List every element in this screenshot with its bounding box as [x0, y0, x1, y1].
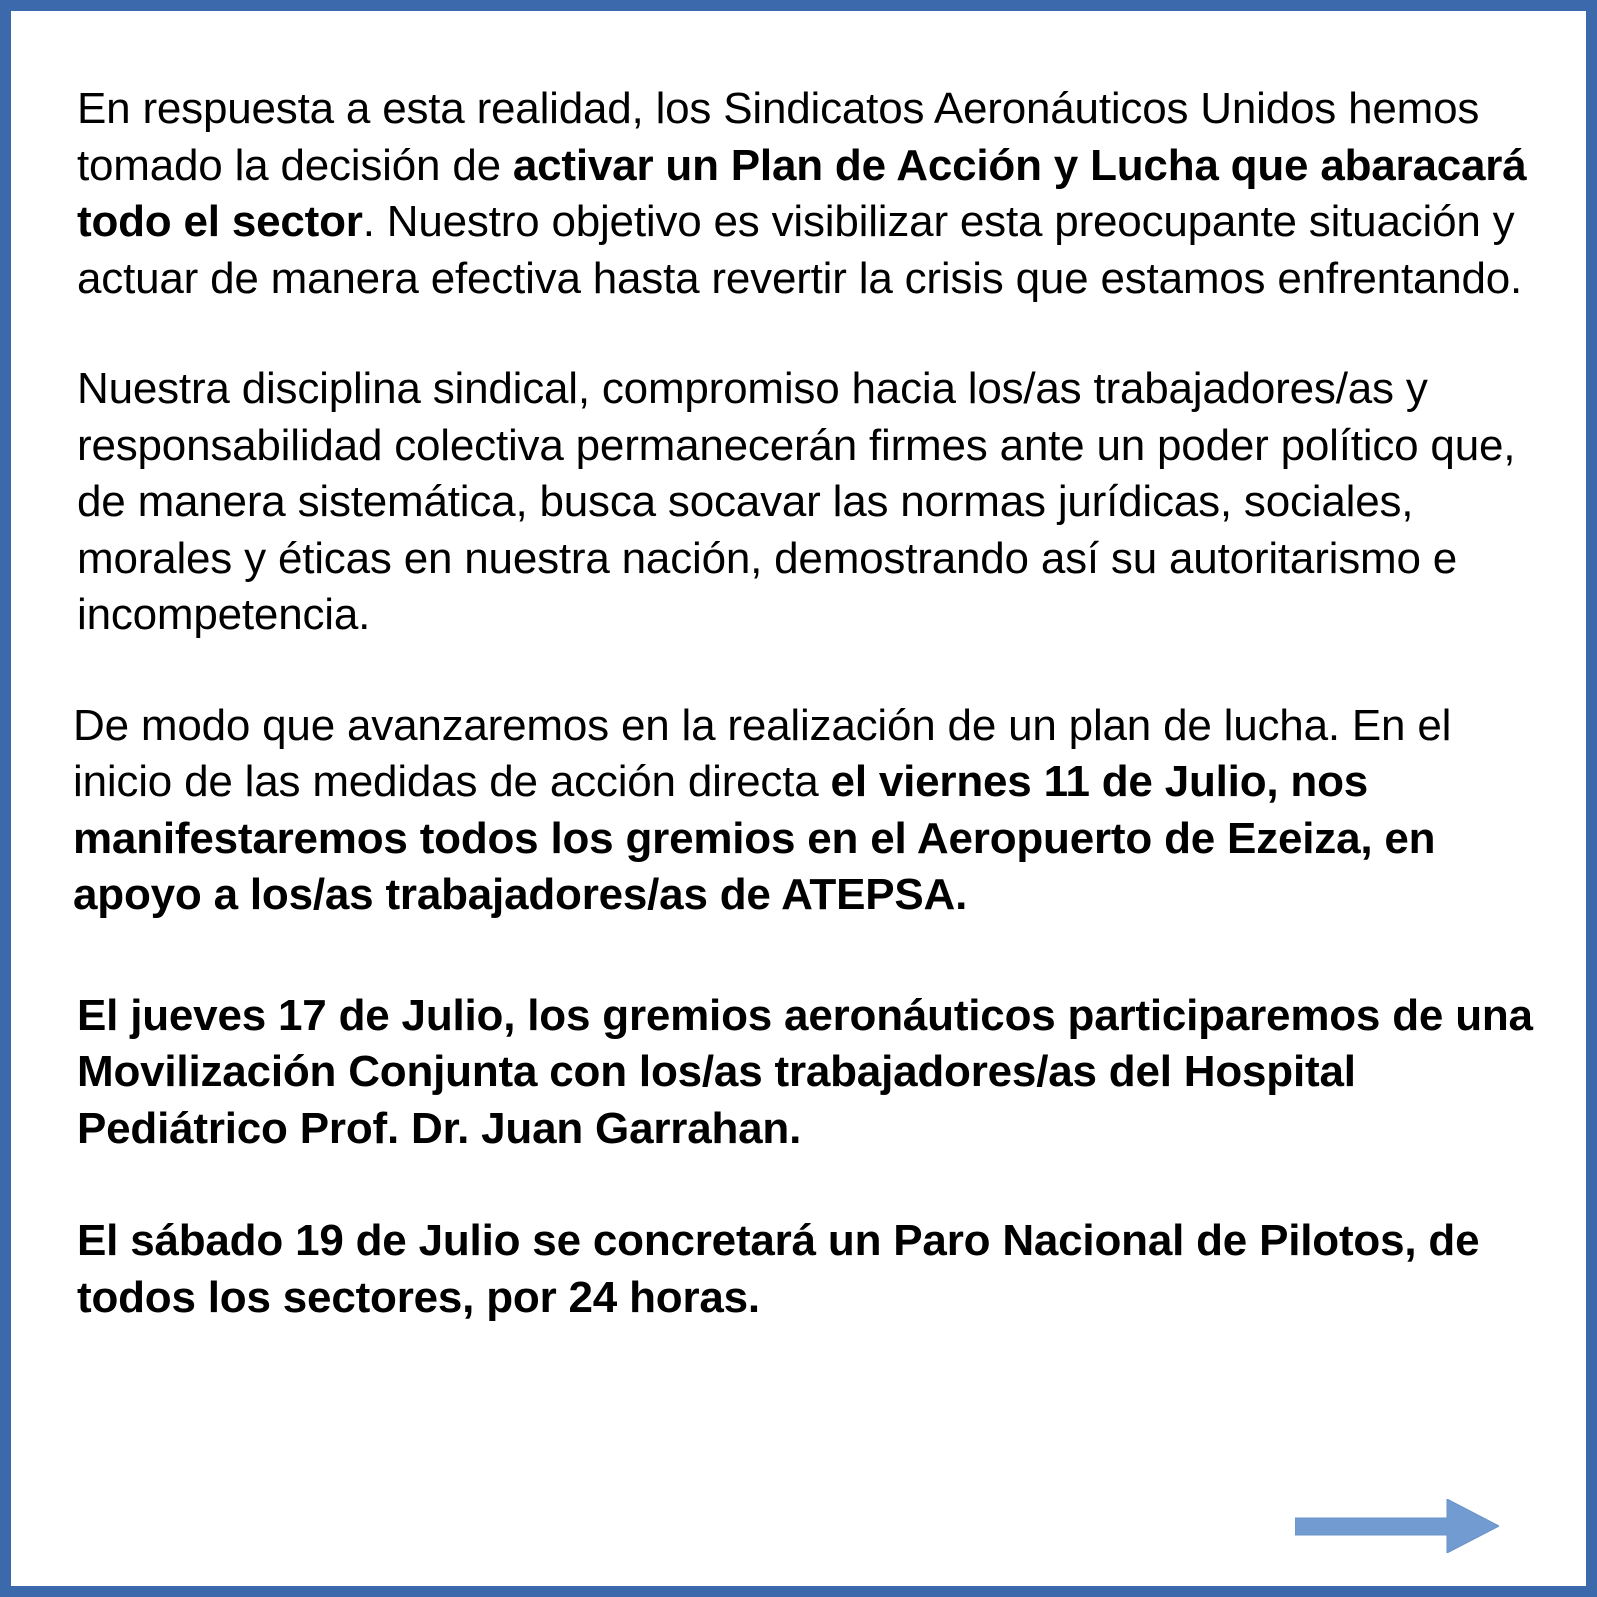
paragraph-text: Nuestra disciplina sindical, compromiso hacia los/as trabajadores/as y responsabilidad colectiva permanecerán firmes ante un poder político que, de manera sistemática, busca socavar las normas jurídicas, sociales, morales y éticas en nuestra nación, demostrando así su autoritarismo e incompetencia.: [77, 364, 1516, 639]
highlight-text: El sábado 19 de Julio se concretará un Paro Nacional de Pilotos, de todos los sectores, por 24 horas.: [77, 1216, 1480, 1322]
paragraph-plan-de-accion: [77, 81, 1552, 307]
highlight-text: el viernes 11 de Julio, nos manifestaremos todos los gremios en el Aeropuerto de Ezeiza, en apoyo a los/as trabajadores/as de ATEPSA.: [73, 757, 1436, 919]
document-body: [73, 81, 1552, 1326]
paragraph-text: . Nuestro objetivo es visibilizar esta preocupante situación y actuar de manera efectiva hasta revertir la crisis que estamos enfrentando.: [77, 197, 1523, 303]
paragraph-paro-nacional: [77, 1213, 1552, 1326]
arrow-right-icon[interactable]: [1295, 1499, 1499, 1553]
arrow-shape: [1295, 1499, 1499, 1553]
paragraph-movilizacion-conjunta: [77, 988, 1552, 1158]
paragraph-disciplina-sindical: [77, 361, 1552, 644]
paragraph-text: En respuesta a esta realidad, los Sindicatos Aeronáuticos Unidos hemos tomado la decisión de: [77, 84, 1480, 190]
highlight-text: El jueves 17 de Julio, los gremios aeronáuticos participaremos de una Movilización Conjunta con los/as trabajadores/as del Hospital Pediátrico Prof. Dr. Juan Garrahan.: [77, 990, 1533, 1153]
paragraph-plan-de-lucha: [73, 698, 1552, 924]
paragraph-text: De modo que avanzaremos en la realización de un plan de lucha. En el inicio de las medidas de acción directa: [73, 700, 1452, 806]
highlight-text: activar un Plan de Acción y Lucha que abaracará todo el sector: [77, 140, 1527, 246]
